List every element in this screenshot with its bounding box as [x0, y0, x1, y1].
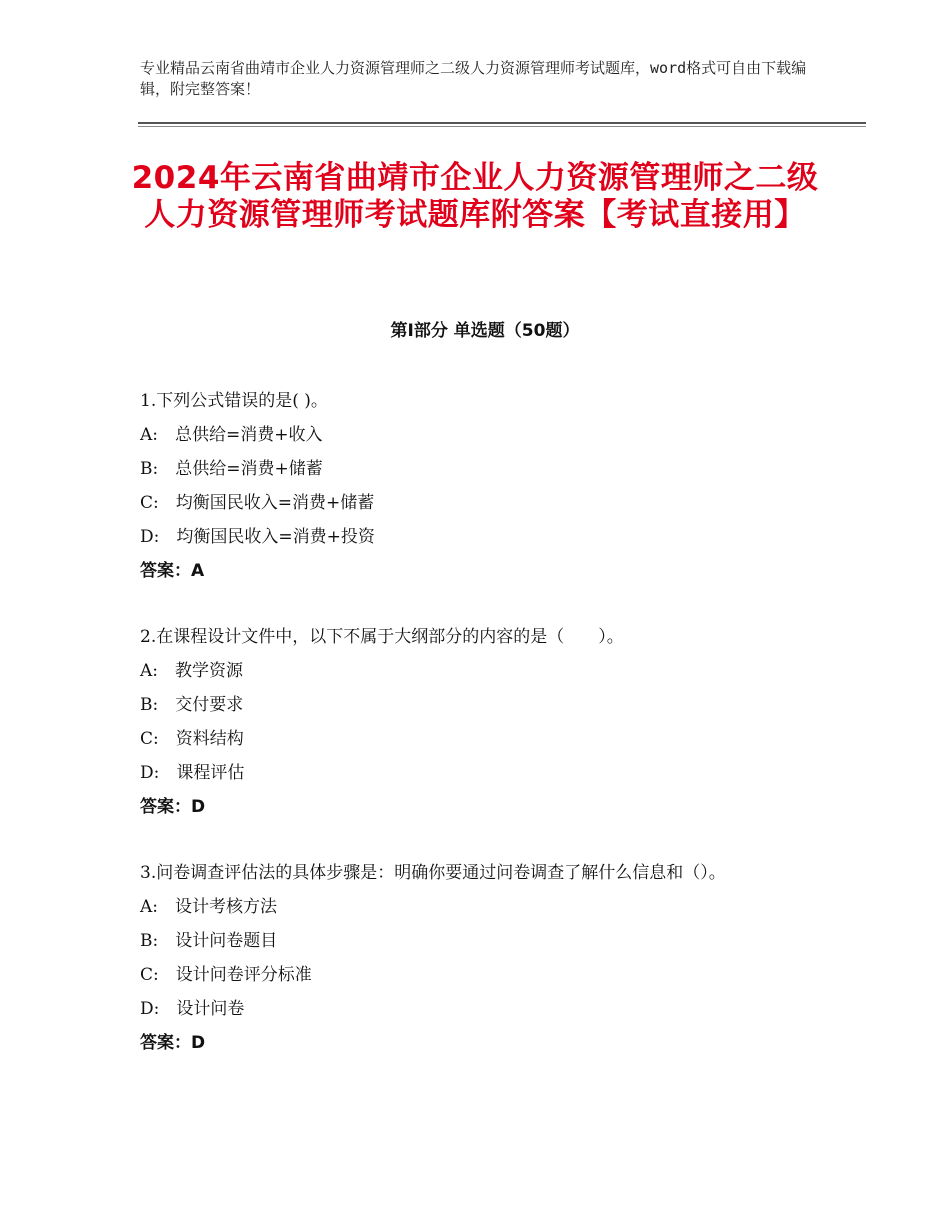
question-item: [140, 856, 800, 1060]
section-title: 第Ⅰ部分 单选题（50题）: [390, 321, 580, 341]
question-text: 3.问卷调查评估法的具体步骤是：明确你要通过问卷调查了解什么信息和（）。: [140, 863, 726, 883]
question-item: [140, 620, 800, 824]
option-d: D: 均衡国民收入=消费+投资: [140, 527, 375, 547]
question-item: [140, 384, 800, 588]
option-c: C: 设计问卷评分标准: [140, 965, 312, 985]
question-list: [140, 384, 800, 1092]
answer-line: 答案：A: [140, 561, 205, 581]
option-a: A: 教学资源: [140, 661, 244, 681]
option-c: C: 均衡国民收入=消费+储蓄: [140, 493, 375, 513]
document-title: 2024年云南省曲靖市企业人力资源管理师之二级人力资源管理师考试题库附答案【考试直接用】: [131, 160, 819, 233]
option-a: A: 总供给=消费+收入: [140, 425, 323, 445]
header-divider: [138, 122, 866, 124]
option-b: B: 设计问卷题目: [140, 931, 278, 951]
option-b: B: 总供给=消费+储蓄: [140, 459, 323, 479]
option-c: C: 资料结构: [140, 729, 244, 749]
header-divider-thin: [138, 126, 866, 127]
option-d: D: 课程评估: [140, 763, 245, 783]
answer-line: 答案：D: [140, 1033, 206, 1053]
option-b: B: 交付要求: [140, 695, 244, 715]
option-d: D: 设计问卷: [140, 999, 245, 1019]
answer-line: 答案：D: [140, 797, 206, 817]
option-a: A: 设计考核方法: [140, 897, 278, 917]
question-text: 1.下列公式错误的是( )。: [140, 391, 328, 411]
header-note: 专业精品云南省曲靖市企业人力资源管理师之二级人力资源管理师考试题库，word格式可自由下载编辑，附完整答案！: [140, 59, 807, 98]
question-text: 2.在课程设计文件中，以下不属于大纲部分的内容的是（ ）。: [140, 627, 624, 647]
